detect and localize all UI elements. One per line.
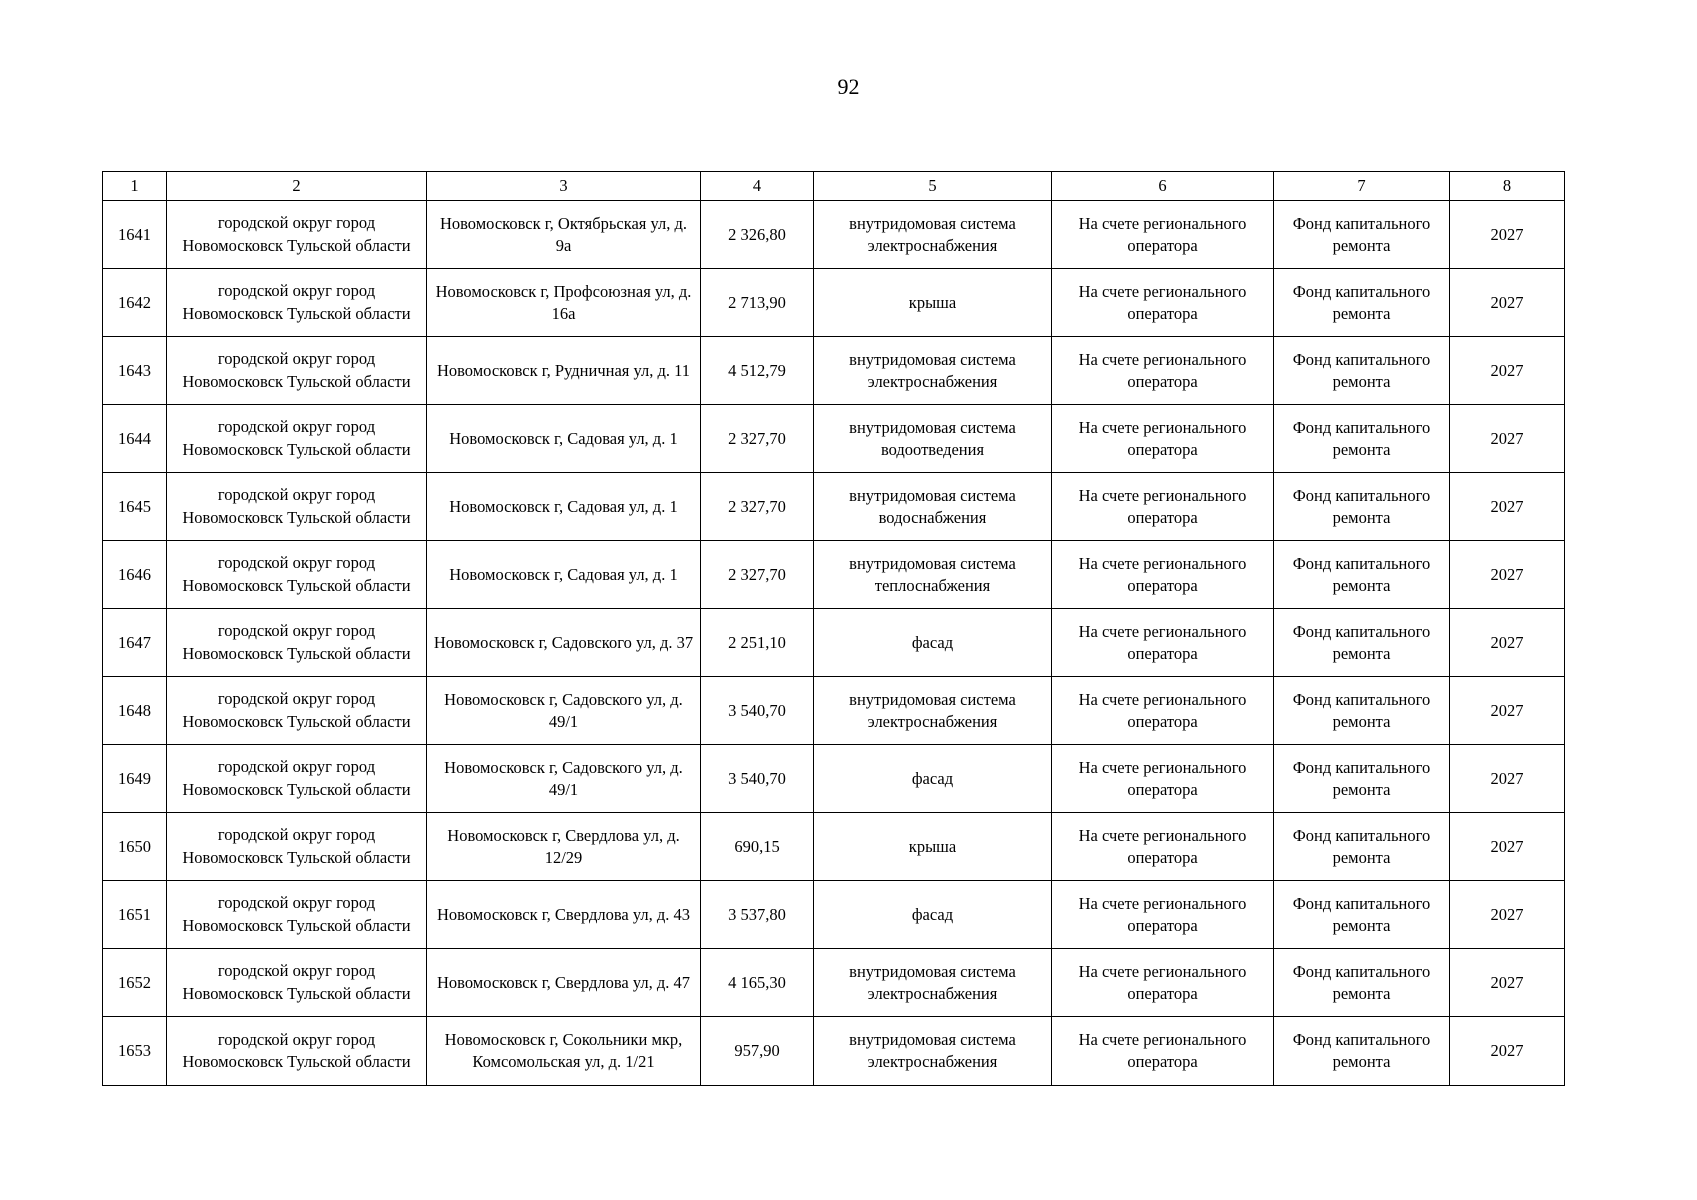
work-type-cell: внутридомовая система электроснабжения	[814, 677, 1052, 745]
account-cell: На счете регионального оператора	[1052, 541, 1274, 609]
register-table	[102, 171, 1565, 1086]
area-cell: 3 537,80	[701, 881, 814, 949]
address-cell: Новомосковск г, Садовского ул, д. 37	[427, 609, 701, 677]
area-cell: 2 326,80	[701, 201, 814, 269]
row-number: 1646	[103, 541, 167, 609]
row-number: 1652	[103, 949, 167, 1017]
address-cell: Новомосковск г, Садовского ул, д. 49/1	[427, 677, 701, 745]
account-cell: На счете регионального оператора	[1052, 949, 1274, 1017]
year-cell: 2027	[1450, 405, 1565, 473]
municipality-cell: городской округ город Новомосковск Тульской области	[167, 813, 427, 881]
row-number: 1644	[103, 405, 167, 473]
table-row	[103, 745, 1565, 813]
account-cell: На счете регионального оператора	[1052, 269, 1274, 337]
address-cell: Новомосковск г, Профсоюзная ул, д. 16а	[427, 269, 701, 337]
row-number: 1647	[103, 609, 167, 677]
funding-source-cell: Фонд капитального ремонта	[1274, 813, 1450, 881]
year-cell: 2027	[1450, 609, 1565, 677]
row-number: 1641	[103, 201, 167, 269]
area-cell: 690,15	[701, 813, 814, 881]
funding-source-cell: Фонд капитального ремонта	[1274, 405, 1450, 473]
funding-source-cell: Фонд капитального ремонта	[1274, 745, 1450, 813]
column-header: 7	[1274, 172, 1450, 201]
row-number: 1643	[103, 337, 167, 405]
account-cell: На счете регионального оператора	[1052, 609, 1274, 677]
column-header: 3	[427, 172, 701, 201]
year-cell: 2027	[1450, 949, 1565, 1017]
year-cell: 2027	[1450, 541, 1565, 609]
funding-source-cell: Фонд капитального ремонта	[1274, 949, 1450, 1017]
table-row	[103, 269, 1565, 337]
account-cell: На счете регионального оператора	[1052, 677, 1274, 745]
area-cell: 2 251,10	[701, 609, 814, 677]
area-cell: 2 327,70	[701, 541, 814, 609]
funding-source-cell: Фонд капитального ремонта	[1274, 337, 1450, 405]
funding-source-cell: Фонд капитального ремонта	[1274, 201, 1450, 269]
work-type-cell: крыша	[814, 813, 1052, 881]
row-number: 1649	[103, 745, 167, 813]
table-row	[103, 949, 1565, 1017]
table-row	[103, 677, 1565, 745]
table-row	[103, 881, 1565, 949]
account-cell: На счете регионального оператора	[1052, 473, 1274, 541]
funding-source-cell: Фонд капитального ремонта	[1274, 1017, 1450, 1086]
table-row	[103, 1017, 1565, 1086]
column-header: 4	[701, 172, 814, 201]
work-type-cell: фасад	[814, 881, 1052, 949]
year-cell: 2027	[1450, 813, 1565, 881]
column-header: 5	[814, 172, 1052, 201]
table-row	[103, 337, 1565, 405]
account-cell: На счете регионального оператора	[1052, 405, 1274, 473]
funding-source-cell: Фонд капитального ремонта	[1274, 269, 1450, 337]
area-cell: 2 713,90	[701, 269, 814, 337]
row-number: 1648	[103, 677, 167, 745]
address-cell: Новомосковск г, Сокольники мкр, Комсомольская ул, д. 1/21	[427, 1017, 701, 1086]
work-type-cell: внутридомовая система электроснабжения	[814, 201, 1052, 269]
column-header: 8	[1450, 172, 1565, 201]
work-type-cell: внутридомовая система водоснабжения	[814, 473, 1052, 541]
work-type-cell: внутридомовая система электроснабжения	[814, 1017, 1052, 1086]
year-cell: 2027	[1450, 745, 1565, 813]
account-cell: На счете регионального оператора	[1052, 337, 1274, 405]
account-cell: На счете регионального оператора	[1052, 201, 1274, 269]
address-cell: Новомосковск г, Садовая ул, д. 1	[427, 473, 701, 541]
work-type-cell: внутридомовая система водоотведения	[814, 405, 1052, 473]
column-header: 2	[167, 172, 427, 201]
address-cell: Новомосковск г, Свердлова ул, д. 43	[427, 881, 701, 949]
year-cell: 2027	[1450, 1017, 1565, 1086]
area-cell: 2 327,70	[701, 405, 814, 473]
year-cell: 2027	[1450, 337, 1565, 405]
area-cell: 957,90	[701, 1017, 814, 1086]
address-cell: Новомосковск г, Октябрьская ул, д. 9а	[427, 201, 701, 269]
work-type-cell: внутридомовая система электроснабжения	[814, 337, 1052, 405]
account-cell: На счете регионального оператора	[1052, 1017, 1274, 1086]
table-row	[103, 609, 1565, 677]
area-cell: 3 540,70	[701, 745, 814, 813]
work-type-cell: фасад	[814, 745, 1052, 813]
account-cell: На счете регионального оператора	[1052, 745, 1274, 813]
municipality-cell: городской округ город Новомосковск Тульской области	[167, 541, 427, 609]
year-cell: 2027	[1450, 677, 1565, 745]
row-number: 1642	[103, 269, 167, 337]
work-type-cell: внутридомовая система теплоснабжения	[814, 541, 1052, 609]
page-number: 92	[837, 74, 860, 99]
table-row	[103, 541, 1565, 609]
funding-source-cell: Фонд капитального ремонта	[1274, 677, 1450, 745]
funding-source-cell: Фонд капитального ремонта	[1274, 473, 1450, 541]
municipality-cell: городской округ город Новомосковск Тульской области	[167, 609, 427, 677]
row-number: 1650	[103, 813, 167, 881]
area-cell: 2 327,70	[701, 473, 814, 541]
address-cell: Новомосковск г, Садовского ул, д. 49/1	[427, 745, 701, 813]
header-row	[103, 172, 1565, 201]
row-number: 1651	[103, 881, 167, 949]
work-type-cell: внутридомовая система электроснабжения	[814, 949, 1052, 1017]
account-cell: На счете регионального оператора	[1052, 813, 1274, 881]
municipality-cell: городской округ город Новомосковск Тульской области	[167, 473, 427, 541]
account-cell: На счете регионального оператора	[1052, 881, 1274, 949]
area-cell: 3 540,70	[701, 677, 814, 745]
table-row	[103, 813, 1565, 881]
address-cell: Новомосковск г, Свердлова ул, д. 47	[427, 949, 701, 1017]
year-cell: 2027	[1450, 473, 1565, 541]
row-number: 1653	[103, 1017, 167, 1086]
year-cell: 2027	[1450, 201, 1565, 269]
municipality-cell: городской округ город Новомосковск Тульской области	[167, 881, 427, 949]
municipality-cell: городской округ город Новомосковск Тульской области	[167, 269, 427, 337]
row-number: 1645	[103, 473, 167, 541]
municipality-cell: городской округ город Новомосковск Тульской области	[167, 677, 427, 745]
funding-source-cell: Фонд капитального ремонта	[1274, 541, 1450, 609]
work-type-cell: крыша	[814, 269, 1052, 337]
area-cell: 4 512,79	[701, 337, 814, 405]
table-row	[103, 473, 1565, 541]
area-cell: 4 165,30	[701, 949, 814, 1017]
municipality-cell: городской округ город Новомосковск Тульской области	[167, 337, 427, 405]
funding-source-cell: Фонд капитального ремонта	[1274, 881, 1450, 949]
municipality-cell: городской округ город Новомосковск Тульской области	[167, 949, 427, 1017]
address-cell: Новомосковск г, Садовая ул, д. 1	[427, 405, 701, 473]
municipality-cell: городской округ город Новомосковск Тульской области	[167, 745, 427, 813]
table-row	[103, 201, 1565, 269]
table-row	[103, 405, 1565, 473]
funding-source-cell: Фонд капитального ремонта	[1274, 609, 1450, 677]
municipality-cell: городской округ город Новомосковск Тульской области	[167, 405, 427, 473]
year-cell: 2027	[1450, 881, 1565, 949]
address-cell: Новомосковск г, Свердлова ул, д. 12/29	[427, 813, 701, 881]
municipality-cell: городской округ город Новомосковск Тульской области	[167, 1017, 427, 1086]
work-type-cell: фасад	[814, 609, 1052, 677]
column-header: 6	[1052, 172, 1274, 201]
column-header: 1	[103, 172, 167, 201]
address-cell: Новомосковск г, Рудничная ул, д. 11	[427, 337, 701, 405]
address-cell: Новомосковск г, Садовая ул, д. 1	[427, 541, 701, 609]
municipality-cell: городской округ город Новомосковск Тульской области	[167, 201, 427, 269]
year-cell: 2027	[1450, 269, 1565, 337]
